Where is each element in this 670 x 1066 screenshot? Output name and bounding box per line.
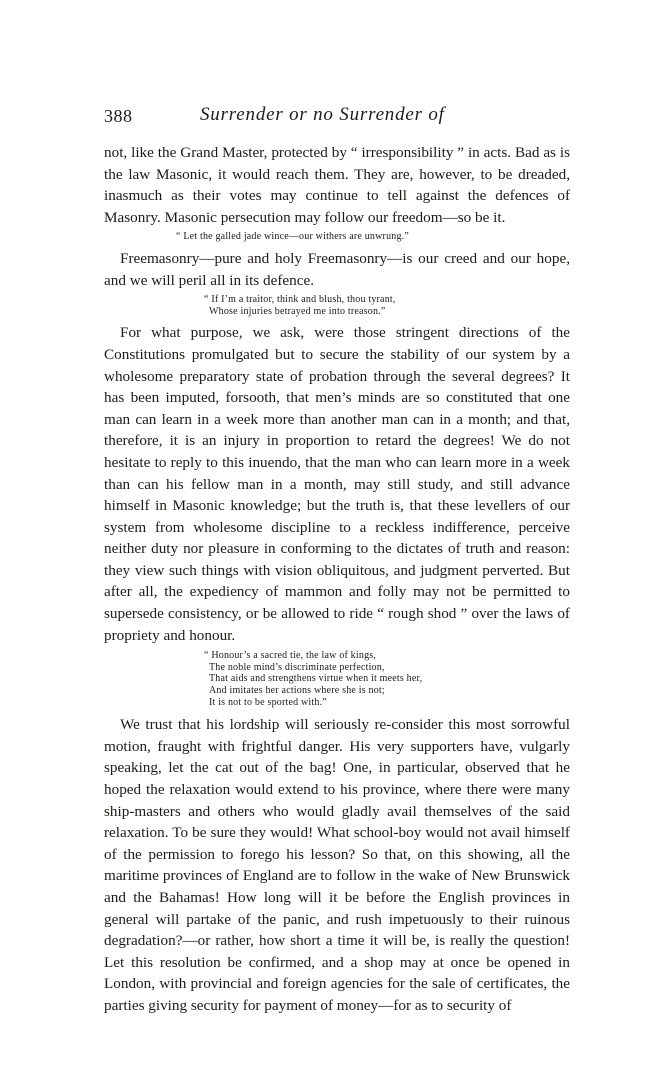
quote-line: And imitates her actions where she is not; [209,685,385,697]
quote-line: “ Honour’s a sacred tie, the law of kings, [204,650,377,662]
quote-line: “ Let the galled jade wince—our withers are unwrung.” [176,231,410,243]
quote-honour [104,650,570,708]
quote-line: That aids and strengthens virtue when it meets her, [209,673,423,685]
paragraph-4: We trust that his lordship will seriously re-consider this most sorrowful motion, fraught with frightful danger. His very supporters have, vulgarly speaking, let the cat out of the bag! One, in particular, observed that he hoped the relaxation would extend to his province, where there were many ship-masters and others who would gladly avail themselves of the said relaxation. To be sure they would! What school-boy would not avail himself of the permission to forego his lesson? So that, on this showing, all the maritime provinces of England are to follow in the wake of New Brunswick and the Bahamas! How long will it be before the English provinces in general will partake of the panic, and rush impetuously to their ruinous degradation?—or rather, how short a time it will be, is really the question! Let this resolution be confirmed, and a shop may at once be opened in London, with provincial and foreign agencies for the sale of certificates, the parties giving security for payment of money—for as to security of [104,716,570,1014]
quote-line: “ If I’m a traitor, think and blush, thou tyrant, [204,294,396,306]
quote-galled-jade [104,231,570,243]
page-number: 388 [104,106,133,126]
running-head [104,98,570,128]
paragraph-2: Freemasonry—pure and holy Freemasonry—is our creed and our hope, and we will peril all in its defence. [104,249,570,289]
quote-line: It is not to be sported with.” [209,696,327,708]
running-title: Surrender or no Surrender of [200,104,445,125]
quote-line: Whose injuries betrayed me into treason.” [209,305,386,317]
quote-traitor [104,294,570,317]
paragraph-3: For what purpose, we ask, were those stringent directions of the Constitutions promulgated but to secure the stability of our system by a wholesome preparatory state of probation through the several degrees? It has been imputed, forsooth, that men’s minds are so constituted that one man can learn in a week more than another man can in a month; and that, therefore, it is an injury in proportion to retard the degrees! We do not hesitate to reply to this inuendo, that the man who can learn more in a week than can his fellow man in a month, may still study, and still advance himself in Masonic knowledge; but the truth is, that these levellers of our system from wholesome discipline to a reckless indifference, perceive neither duty nor pleasure in conforming to the dictates of truth and reason: they view such things with vision obliquitous, and judgment perverted. But after all, the expediency of mammon and folly may not be permitted to supersede consistency, or be allowed to ride “ rough shod ” over the laws of propriety and honour. [104,324,570,644]
book-page [104,98,570,1017]
quote-line: The noble mind’s discriminate perfection, [209,661,385,673]
paragraph-1: not, like the Grand Master, protected by “ irresponsibility ” in acts. Bad as is the law Masonic, it would reach them. They are, however, to be dreaded, inasmuch as their votes may continue to tell against the defences of Masonry. Masonic persecution may follow our freedom—so be it. [104,144,570,226]
